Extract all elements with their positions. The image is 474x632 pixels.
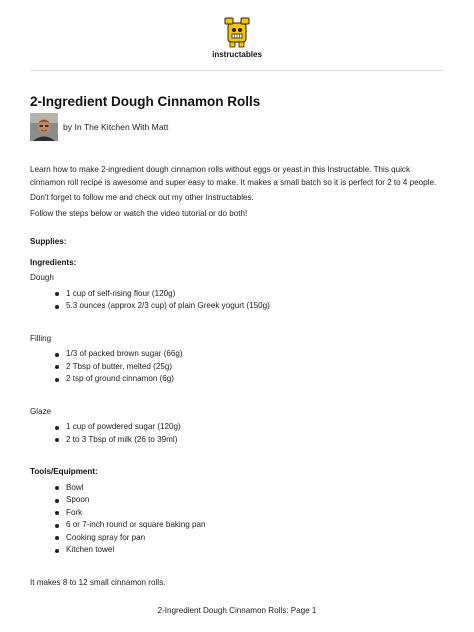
- list-item: 1/3 of packed brown sugar (66g): [55, 348, 444, 361]
- author-avatar[interactable]: [30, 113, 58, 141]
- steps-paragraph: Follow the steps below or watch the video tutorial or do both!: [30, 208, 248, 218]
- article-body: [30, 164, 444, 589]
- dough-label: Dough: [30, 273, 54, 282]
- page-footer: 2-Ingredient Dough Cinnamon Rolls: Page 1: [157, 606, 317, 615]
- filling-list: [30, 348, 444, 386]
- list-item: 1 cup of powdered sugar (120g): [55, 421, 444, 434]
- ingredients-heading: Ingredients:: [30, 257, 77, 267]
- list-item: 2 to 3 Tbsp of milk (26 to 39ml): [55, 434, 444, 447]
- filling-label: Filling: [30, 333, 52, 343]
- list-item: 6 or 7-inch round or square baking pan: [55, 519, 444, 532]
- site-header: [0, 14, 474, 59]
- author-name[interactable]: by In The Kitchen With Matt: [63, 122, 169, 132]
- list-item: 1 cup of self-rising flour (120g): [55, 288, 444, 301]
- glaze-label: Glaze: [30, 406, 52, 416]
- list-item: Spoon: [55, 494, 444, 507]
- brand-name[interactable]: instructables: [212, 50, 262, 59]
- glaze-list: [30, 421, 444, 446]
- header-divider: [30, 70, 444, 71]
- intro-paragraph: Learn how to make 2-ingredient dough cinnamon rolls without eggs or yeast in this Instructable. This quick cinnamon roll recipe is awesome and super easy to make. It makes a small batch so it is perfect for 2 to 4 people.: [30, 165, 437, 187]
- tools-list: [30, 482, 444, 557]
- supplies-heading: Supplies:: [30, 237, 67, 246]
- article-title: 2-Ingredient Dough Cinnamon Rolls: [30, 94, 261, 109]
- list-item: Fork: [55, 507, 444, 520]
- yield-paragraph: It makes 8 to 12 small cinnamon rolls.: [30, 577, 166, 587]
- list-item: Cooking spray for pan: [55, 532, 444, 545]
- instructables-robot-logo-icon: [222, 14, 252, 48]
- list-item: 2 tsp of ground cinnamon (6g): [55, 373, 444, 386]
- dough-list: [30, 288, 444, 313]
- follow-paragraph: Don't forget to follow me and check out my other Instructables.: [30, 193, 254, 202]
- list-item: 5.3 ounces (approx 2/3 cup) of plain Greek yogurt (150g): [55, 300, 444, 313]
- list-item: 2 Tbsp of butter, melted (25g): [55, 361, 444, 374]
- list-item: Kitchen towel: [55, 544, 444, 557]
- tools-heading: Tools/Equipment:: [30, 467, 98, 476]
- list-item: Bowl: [55, 482, 444, 495]
- author-byline: [30, 113, 168, 141]
